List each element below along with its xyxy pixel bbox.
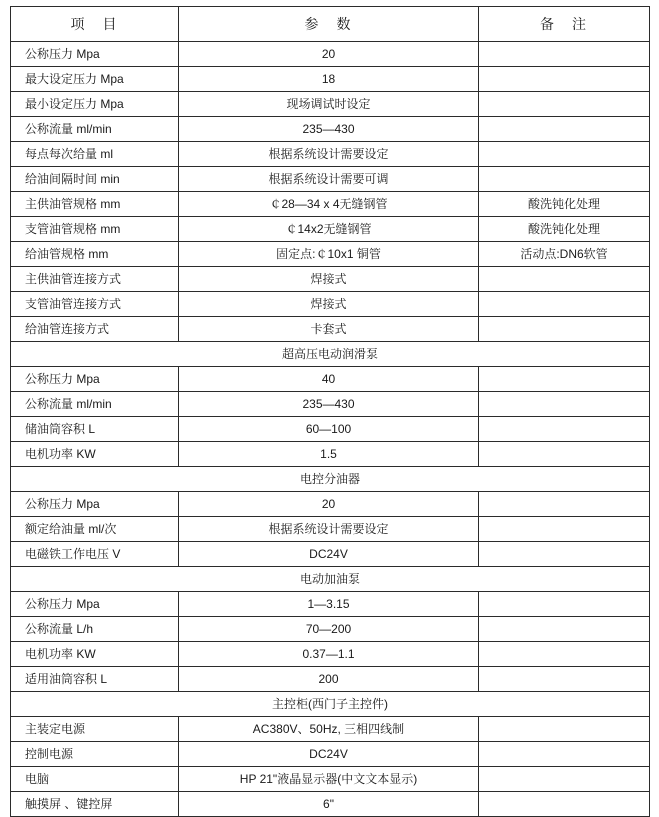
cell-parameter: 1—3.15: [179, 592, 479, 617]
section-title: 电动加油泵: [11, 567, 650, 592]
column-header-remark: 备 注: [479, 7, 650, 42]
table-row: [11, 667, 650, 692]
cell-remark: [479, 42, 650, 67]
cell-parameter: 200: [179, 667, 479, 692]
table-row: [11, 267, 650, 292]
cell-remark: [479, 292, 650, 317]
cell-parameter: 18: [179, 67, 479, 92]
table-row: [11, 492, 650, 517]
cell-item: 电磁铁工作电压 V: [11, 542, 179, 567]
table-row: [11, 542, 650, 567]
table-row: [11, 317, 650, 342]
table-section-row: [11, 342, 650, 367]
cell-parameter: 卡套式: [179, 317, 479, 342]
cell-parameter: 235—430: [179, 117, 479, 142]
table-row: [11, 367, 650, 392]
cell-parameter: 焊接式: [179, 267, 479, 292]
table-row: [11, 142, 650, 167]
cell-item: 支管油管连接方式: [11, 292, 179, 317]
cell-remark: [479, 792, 650, 817]
cell-item: 公称压力 Mpa: [11, 367, 179, 392]
cell-parameter: 70—200: [179, 617, 479, 642]
cell-parameter: 根据系统设计需要设定: [179, 517, 479, 542]
table-row: [11, 67, 650, 92]
table-header-row: [11, 7, 650, 42]
cell-remark: [479, 142, 650, 167]
column-header-item: 项 目: [11, 7, 179, 42]
cell-item: 公称压力 Mpa: [11, 592, 179, 617]
cell-parameter: ￠14x2无缝钢管: [179, 217, 479, 242]
section-title: 超高压电动润滑泵: [11, 342, 650, 367]
table-row: [11, 417, 650, 442]
section-title: 电控分油器: [11, 467, 650, 492]
cell-item: 给油管规格 mm: [11, 242, 179, 267]
cell-parameter: DC24V: [179, 542, 479, 567]
cell-item: 公称流量 ml/min: [11, 392, 179, 417]
cell-item: 储油筒容积 L: [11, 417, 179, 442]
cell-item: 公称压力 Mpa: [11, 492, 179, 517]
table-row: [11, 642, 650, 667]
cell-item: 适用油筒容积 L: [11, 667, 179, 692]
table-row: [11, 392, 650, 417]
cell-remark: [479, 92, 650, 117]
table-section-row: [11, 692, 650, 717]
cell-item: 主供油管连接方式: [11, 267, 179, 292]
cell-parameter: 20: [179, 492, 479, 517]
cell-item: 给油间隔时间 min: [11, 167, 179, 192]
cell-remark: [479, 592, 650, 617]
cell-remark: [479, 717, 650, 742]
cell-item: 给油管连接方式: [11, 317, 179, 342]
cell-parameter: 根据系统设计需要设定: [179, 142, 479, 167]
cell-item: 公称压力 Mpa: [11, 42, 179, 67]
cell-parameter: 焊接式: [179, 292, 479, 317]
cell-item: 公称流量 L/h: [11, 617, 179, 642]
table-row: [11, 792, 650, 817]
table-body: [11, 7, 650, 817]
table-row: [11, 767, 650, 792]
table-row: [11, 617, 650, 642]
cell-item: 主供油管规格 mm: [11, 192, 179, 217]
section-title: 主控柜(西门子主控件): [11, 692, 650, 717]
table-row: [11, 92, 650, 117]
table-row: [11, 292, 650, 317]
cell-item: 最大设定压力 Mpa: [11, 67, 179, 92]
table-row: [11, 742, 650, 767]
specification-table: [10, 6, 650, 817]
cell-remark: [479, 492, 650, 517]
cell-item: 公称流量 ml/min: [11, 117, 179, 142]
cell-remark: [479, 167, 650, 192]
cell-item: 电机功率 KW: [11, 442, 179, 467]
cell-item: 电脑: [11, 767, 179, 792]
cell-parameter: 60—100: [179, 417, 479, 442]
cell-item: 支管油管规格 mm: [11, 217, 179, 242]
cell-remark: [479, 442, 650, 467]
cell-remark: 酸洗钝化处理: [479, 217, 650, 242]
cell-remark: [479, 367, 650, 392]
cell-item: 额定给油量 ml/次: [11, 517, 179, 542]
cell-parameter: 1.5: [179, 442, 479, 467]
cell-item: 控制电源: [11, 742, 179, 767]
cell-remark: [479, 317, 650, 342]
cell-item: 主装定电源: [11, 717, 179, 742]
table-row: [11, 592, 650, 617]
table-row: [11, 517, 650, 542]
column-header-parameter: 参 数: [179, 7, 479, 42]
table-row: [11, 442, 650, 467]
cell-item: 最小设定压力 Mpa: [11, 92, 179, 117]
cell-remark: 活动点:DN6软管: [479, 242, 650, 267]
cell-remark: [479, 117, 650, 142]
cell-item: 电机功率 KW: [11, 642, 179, 667]
table-row: [11, 192, 650, 217]
cell-parameter: DC24V: [179, 742, 479, 767]
cell-remark: [479, 642, 650, 667]
table-section-row: [11, 467, 650, 492]
table-section-row: [11, 567, 650, 592]
cell-parameter: 20: [179, 42, 479, 67]
table-row: [11, 217, 650, 242]
cell-parameter: 现场调试时设定: [179, 92, 479, 117]
cell-remark: [479, 392, 650, 417]
cell-item: 每点每次给量 ml: [11, 142, 179, 167]
cell-remark: [479, 267, 650, 292]
table-row: [11, 242, 650, 267]
cell-parameter: 40: [179, 367, 479, 392]
cell-parameter: AC380V、50Hz, 三相四线制: [179, 717, 479, 742]
cell-remark: [479, 767, 650, 792]
cell-remark: [479, 517, 650, 542]
cell-remark: [479, 417, 650, 442]
table-row: [11, 717, 650, 742]
cell-remark: [479, 667, 650, 692]
cell-item: 触摸屏 、键控屏: [11, 792, 179, 817]
cell-parameter: 固定点:￠10x1 铜管: [179, 242, 479, 267]
cell-remark: [479, 67, 650, 92]
cell-parameter: 根据系统设计需要可调: [179, 167, 479, 192]
cell-parameter: 235—430: [179, 392, 479, 417]
table-row: [11, 42, 650, 67]
cell-parameter: ￠28—34 x 4无缝钢管: [179, 192, 479, 217]
cell-remark: 酸洗钝化处理: [479, 192, 650, 217]
table-row: [11, 117, 650, 142]
cell-parameter: 6": [179, 792, 479, 817]
cell-remark: [479, 617, 650, 642]
cell-parameter: 0.37—1.1: [179, 642, 479, 667]
table-row: [11, 167, 650, 192]
cell-remark: [479, 542, 650, 567]
cell-parameter: HP 21"液晶显示器(中文文本显示): [179, 767, 479, 792]
cell-remark: [479, 742, 650, 767]
